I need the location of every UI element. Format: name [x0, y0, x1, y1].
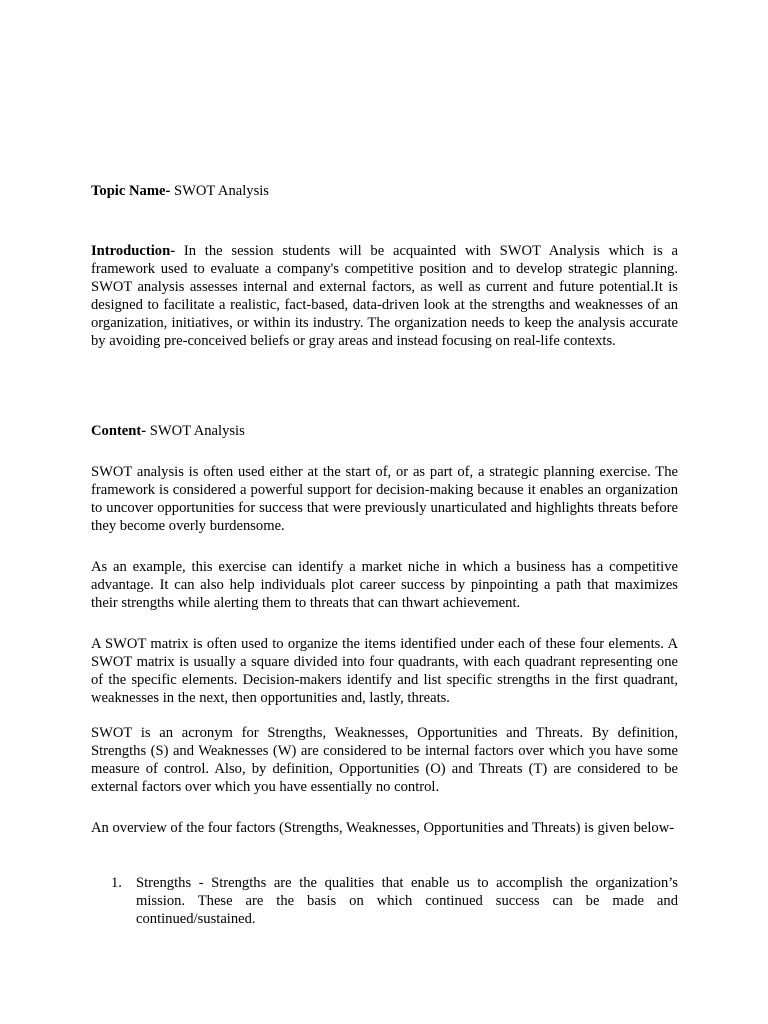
paragraph-4: SWOT is an acronym for Strengths, Weaknesses, Opportunities and Threats. By definition, Strengths (S) and Weaknesses (W) are considered to be internal factors over which you have some measure of control. Also, by definition, Opportunities (O) and Threats (T) are considered to be external factors over which you have essentially no control. [91, 725, 678, 795]
list-item-number: 1. [111, 875, 122, 891]
paragraph-5: An overview of the four factors (Strengths, Weaknesses, Opportunities and Threats) is given below- [91, 820, 675, 836]
topic-line [91, 182, 678, 200]
introduction-paragraph [91, 242, 678, 350]
paragraph-2: As an example, this exercise can identify a market niche in which a business has a competitive advantage. It can also help individuals plot career success by pinpointing a path that maximizes their strengths while alerting them to threats that can thwart achievement. [91, 559, 678, 611]
list-item-text: Strengths - Strengths are the qualities that enable us to accomplish the organization’s mission. These are the basis on which continued success can be made and continued/sustained. [136, 875, 678, 927]
introduction-text: In the session students will be acquainted with SWOT Analysis which is a framework used to evaluate a company's competitive position and to develop strategic planning. SWOT analysis assesses internal and external factors, as well as current and future potential.It is designed to facilitate a realistic, fact-based, data-driven look at the strengths and weaknesses of an organization, initiatives, or within its industry. The organization needs to keep the analysis accurate by avoiding pre-conceived beliefs or gray areas and instead focusing on real-life contexts. [91, 243, 678, 349]
topic-label: Topic Name- [91, 183, 171, 199]
introduction-label: Introduction- [91, 243, 176, 259]
content-label: Content- [91, 423, 147, 439]
content-line [91, 422, 678, 440]
document-page [91, 0, 678, 1024]
paragraph-3: A SWOT matrix is often used to organize the items identified under each of these four elements. A SWOT matrix is usually a square divided into four quadrants, with each quadrant representing one of the specific elements. Decision-makers identify and list specific strengths in the first quadrant, weaknesses in the next, then opportunities and, lastly, threats. [91, 636, 678, 706]
topic-value: SWOT Analysis [170, 183, 269, 199]
paragraph-1: SWOT analysis is often used either at the start of, or as part of, a strategic planning exercise. The framework is considered a powerful support for decision-making because it enables an organization to uncover opportunities for success that were previously unarticulated and highlights threats before they become overly burdensome. [91, 464, 678, 534]
content-value: SWOT Analysis [146, 423, 245, 439]
